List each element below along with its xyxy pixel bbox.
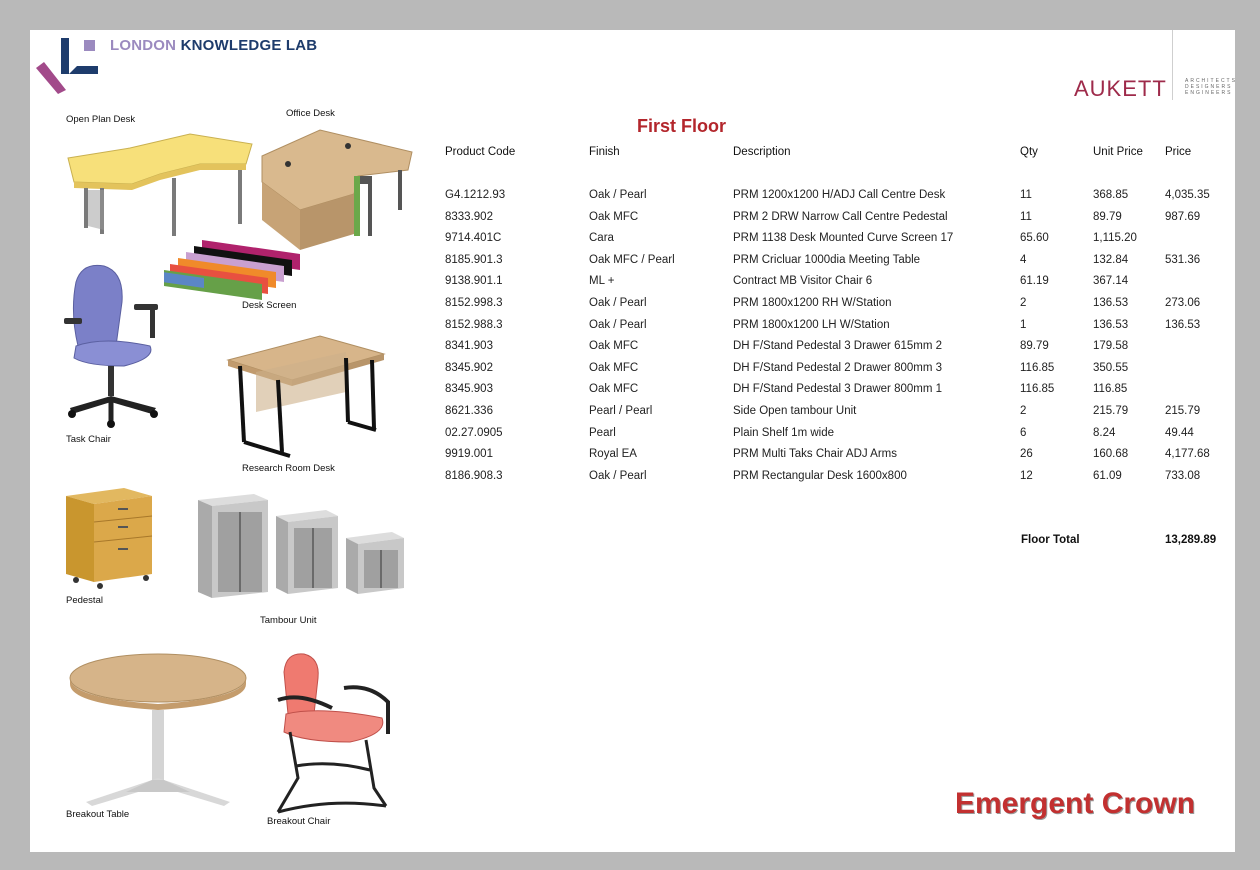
col-header-unit-price: Unit Price: [1093, 146, 1143, 158]
desk-screen-caption: Desk Screen: [242, 300, 297, 311]
cell-product-code: 8341.903: [445, 340, 493, 352]
cell-qty: 116.85: [1020, 362, 1055, 374]
pedestal-image: [64, 486, 156, 590]
cell-description: PRM Cricluar 1000dia Meeting Table: [733, 254, 921, 266]
col-header-product-code: Product Code: [445, 146, 516, 158]
cell-qty: 1: [1020, 319, 1027, 331]
cell-price: 733.08: [1165, 470, 1201, 482]
cell-description: PRM Rectangular Desk 1600x800: [733, 470, 907, 482]
floor-title: First Floor: [637, 116, 726, 136]
aukett-logo: AUKETT: [1074, 76, 1167, 101]
cell-unit-price: 8.24: [1093, 427, 1116, 439]
cell-unit-price: 136.53: [1093, 297, 1129, 309]
cell-product-code: 8152.998.3: [445, 297, 503, 309]
cell-product-code: 9714.401C: [445, 232, 502, 244]
cell-finish: Oak / Pearl: [589, 470, 647, 482]
emergent-crown-brand: Emergent Crown: [955, 787, 1196, 820]
cell-finish: Cara: [589, 232, 614, 244]
cell-price: 49.44: [1165, 427, 1194, 439]
cell-qty: 11: [1020, 189, 1032, 201]
col-header-qty: Qty: [1020, 146, 1038, 158]
cell-unit-price: 89.79: [1093, 211, 1122, 223]
floor-total-value: 13,289.89: [1165, 534, 1217, 546]
cell-product-code: 02.27.0905: [445, 427, 503, 439]
cell-finish: Oak / Pearl: [589, 189, 647, 201]
tambour-unit-image: [194, 492, 408, 604]
cell-qty: 26: [1020, 448, 1033, 460]
cell-product-code: G4.1212.93: [445, 189, 506, 201]
aukett-sub-3: ENGINEERS: [1185, 90, 1233, 96]
cell-product-code: 8152.988.3: [445, 319, 503, 331]
cell-finish: Oak / Pearl: [589, 297, 647, 309]
breakout-table-caption: Breakout Table: [66, 809, 130, 820]
cell-price: 4,035.35: [1165, 189, 1210, 201]
cell-description: PRM Multi Taks Chair ADJ Arms: [733, 448, 898, 460]
cell-qty: 4: [1020, 254, 1027, 266]
cell-finish: Pearl: [589, 427, 616, 439]
cell-qty: 12: [1020, 470, 1033, 482]
cell-price: 273.06: [1165, 297, 1201, 309]
cell-description: PRM 1138 Desk Mounted Curve Screen 17: [733, 232, 954, 244]
floor-total-label: Floor Total: [1021, 534, 1080, 546]
cell-unit-price: 160.68: [1093, 448, 1129, 460]
desk-screen-image: [164, 238, 334, 308]
cell-description: Side Open tambour Unit: [733, 405, 857, 417]
aukett-divider: [1172, 30, 1173, 100]
cell-price: 4,177.68: [1165, 448, 1210, 460]
cell-finish: ML +: [589, 275, 615, 287]
lkl-wordmark: [110, 37, 317, 54]
cell-qty: 116.85: [1020, 383, 1055, 395]
open-plan-desk-image: [60, 130, 260, 250]
breakout-chair-caption: Breakout Chair: [267, 816, 331, 827]
cell-price: 136.53: [1165, 319, 1201, 331]
col-header-description: Description: [733, 146, 791, 158]
cell-product-code: 8185.901.3: [445, 254, 503, 266]
cell-product-code: 8345.902: [445, 362, 493, 374]
aukett-subtitle: [1185, 78, 1237, 96]
cell-price: 215.79: [1165, 405, 1201, 417]
research-room-desk-image: [226, 332, 386, 462]
col-header-price: Price: [1165, 146, 1192, 158]
cell-product-code: 9138.901.1: [445, 275, 503, 287]
cell-description: PRM 2 DRW Narrow Call Centre Pedestal: [733, 211, 948, 223]
cell-description: DH F/Stand Pedestal 2 Drawer 800mm 3: [733, 362, 943, 374]
cell-price: 531.36: [1165, 254, 1201, 266]
cell-finish: Oak MFC / Pearl: [589, 254, 675, 266]
cell-description: Contract MB Visitor Chair 6: [733, 275, 873, 287]
cell-unit-price: 179.58: [1093, 340, 1129, 352]
cell-product-code: 8345.903: [445, 383, 493, 395]
cell-unit-price: 132.84: [1093, 254, 1129, 266]
open-plan-desk-caption: Open Plan Desk: [66, 114, 136, 125]
cell-finish: Pearl / Pearl: [589, 405, 653, 417]
task-chair-image: [64, 262, 164, 430]
cell-price: 987.69: [1165, 211, 1201, 223]
cell-description: PRM 1800x1200 LH W/Station: [733, 319, 890, 331]
cell-product-code: 8333.902: [445, 211, 493, 223]
tambour-unit-caption: Tambour Unit: [260, 615, 317, 626]
cell-qty: 11: [1020, 211, 1032, 223]
document-page: [30, 30, 1235, 852]
office-desk-caption: Office Desk: [286, 108, 335, 119]
task-chair-caption: Task Chair: [66, 434, 111, 445]
cell-product-code: 9919.001: [445, 448, 493, 460]
cell-product-code: 8621.336: [445, 405, 493, 417]
col-header-finish: Finish: [589, 146, 620, 158]
breakout-chair-image: [270, 648, 394, 818]
lkl-word-2: KNOWLEDGE LAB: [180, 37, 318, 54]
cell-finish: Oak MFC: [589, 362, 639, 374]
cell-unit-price: 350.55: [1093, 362, 1129, 374]
lkl-logo-icon: [36, 36, 102, 94]
pedestal-caption: Pedestal: [66, 595, 103, 606]
cell-unit-price: 61.09: [1093, 470, 1122, 482]
cell-finish: Oak MFC: [589, 383, 639, 395]
cell-description: PRM 1200x1200 H/ADJ Call Centre Desk: [733, 189, 946, 201]
breakout-table-image: [66, 652, 250, 812]
cell-description: DH F/Stand Pedestal 3 Drawer 615mm 2: [733, 340, 943, 352]
cell-unit-price: 368.85: [1093, 189, 1129, 201]
cell-finish: Royal EA: [589, 448, 637, 460]
cell-unit-price: 116.85: [1093, 383, 1128, 395]
cell-qty: 89.79: [1020, 340, 1049, 352]
cell-qty: 61.19: [1020, 275, 1049, 287]
cell-description: Plain Shelf 1m wide: [733, 427, 834, 439]
research-room-desk-caption: Research Room Desk: [242, 463, 335, 474]
cell-unit-price: 367.14: [1093, 275, 1129, 287]
cell-finish: Oak MFC: [589, 211, 639, 223]
lkl-word-1: LONDON: [110, 37, 177, 54]
cell-unit-price: 1,115.20: [1093, 232, 1137, 244]
cell-product-code: 8186.908.3: [445, 470, 503, 482]
cell-unit-price: 136.53: [1093, 319, 1129, 331]
cell-qty: 6: [1020, 427, 1027, 439]
cell-qty: 2: [1020, 297, 1027, 309]
cell-finish: Oak MFC: [589, 340, 639, 352]
aukett-sub-2: DESIGNERS: [1185, 84, 1233, 90]
cell-qty: 65.60: [1020, 232, 1049, 244]
cell-qty: 2: [1020, 405, 1027, 417]
cell-description: PRM 1800x1200 RH W/Station: [733, 297, 892, 309]
cell-description: DH F/Stand Pedestal 3 Drawer 800mm 1: [733, 383, 943, 395]
aukett-sub-1: ARCHITECTS: [1185, 78, 1237, 84]
cell-unit-price: 215.79: [1093, 405, 1129, 417]
cell-finish: Oak / Pearl: [589, 319, 647, 331]
